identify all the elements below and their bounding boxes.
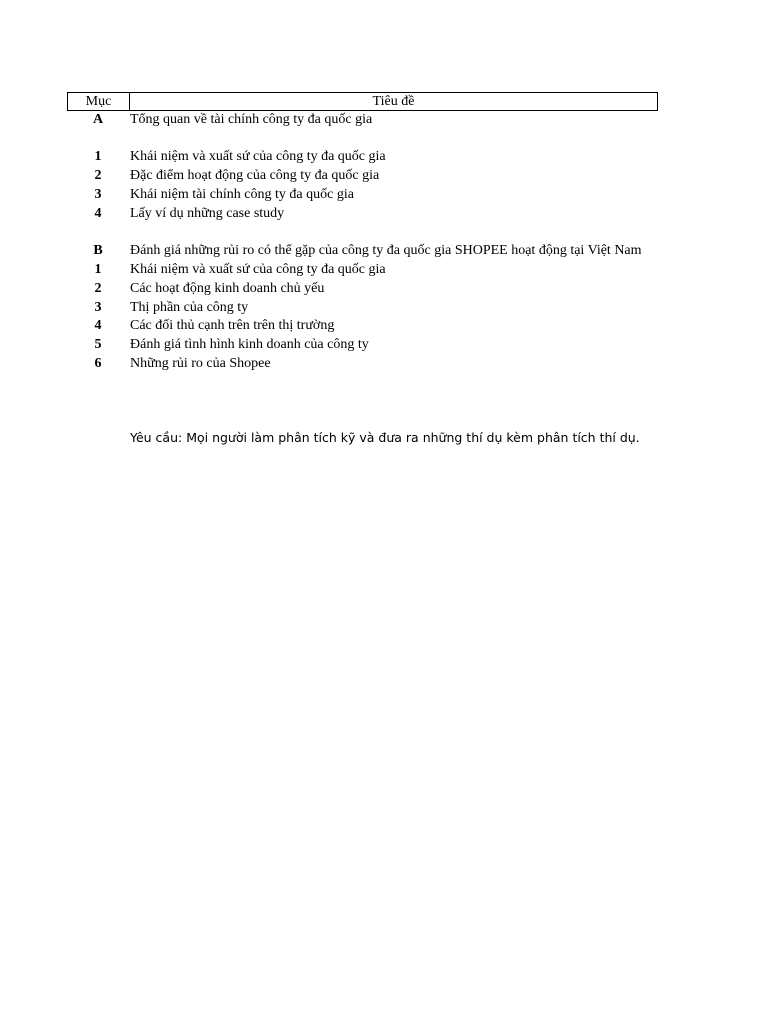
row-muc: [67, 130, 129, 149]
row-title: Khái niệm tài chính công ty đa quốc gia: [130, 186, 354, 202]
table-row-blank: [67, 224, 658, 243]
table-row: [67, 148, 658, 167]
table-row-blank: [67, 130, 658, 149]
row-muc: 3: [94, 299, 102, 315]
table-row: [67, 280, 658, 299]
row-muc: A: [92, 112, 104, 127]
requirement-note: Yêu cầu: Mọi người làm phân tích kỹ và đưa ra những thí dụ kèm phân tích thí dụ.: [130, 430, 640, 445]
table-row: [67, 261, 658, 280]
row-muc: 6: [94, 355, 102, 371]
row-title: Đánh giá những rủi ro có thể gặp của công ty đa quốc gia SHOPEE hoạt động tại Việt Nam: [130, 243, 642, 259]
table-row: [67, 336, 658, 355]
row-title: Những rủi ro của Shopee: [130, 355, 271, 371]
row-title: [129, 130, 658, 149]
row-title: Tổng quan về tài chính công ty đa quốc gia: [130, 112, 373, 127]
row-title: Khái niệm và xuất sứ của công ty đa quốc gia: [130, 149, 386, 165]
table-row: [67, 186, 658, 205]
row-muc: 2: [94, 280, 102, 296]
outline-table: [67, 92, 658, 374]
row-muc: B: [93, 243, 103, 259]
row-title: Đánh giá tình hình kinh doanh của công ty: [130, 337, 369, 353]
row-title: Các hoạt động kinh doanh chủ yếu: [130, 280, 325, 296]
table-row: [67, 111, 658, 130]
table-row: [67, 317, 658, 336]
row-title: Đặc điểm hoạt động của công ty đa quốc gia: [130, 168, 380, 184]
row-title: Thị phần của công ty: [130, 299, 249, 315]
row-title: [129, 224, 658, 243]
header-muc: Mục: [68, 93, 130, 110]
row-title: Các đối thủ cạnh trên trên thị trường: [130, 318, 335, 334]
table-row: [67, 299, 658, 318]
row-title: Khái niệm và xuất sứ của công ty đa quốc gia: [130, 261, 386, 277]
row-muc: 1: [94, 149, 102, 165]
table-header-row: [67, 92, 658, 111]
table-row: [67, 355, 658, 374]
table-row: [67, 242, 658, 261]
row-muc: 1: [94, 261, 102, 277]
row-muc: 2: [94, 168, 102, 184]
table-row: [67, 167, 658, 186]
row-title: Lấy ví dụ những case study: [130, 205, 285, 221]
row-muc: 4: [94, 318, 102, 334]
row-muc: 4: [94, 205, 102, 221]
header-title: Tiêu đề: [372, 94, 415, 109]
row-muc: 3: [94, 186, 102, 202]
table-row: [67, 205, 658, 224]
row-muc: [67, 224, 129, 243]
row-muc: 5: [94, 337, 102, 353]
